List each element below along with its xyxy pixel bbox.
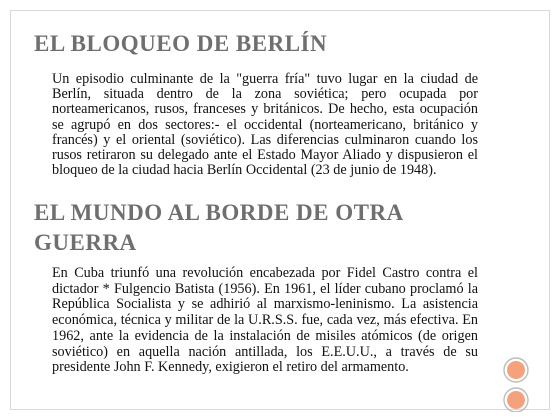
section-title-world-on-brink-of-war: EL MUNDO AL BORDE DE OTRA GUERRA	[34, 200, 403, 255]
decorative-dot-bottom	[507, 391, 525, 409]
section-body-cuban-crisis: En Cuba triunfó una revolución encabezada por Fidel Castro contra el dictador * Fulgencio Batista (1956). En 1961, el líder cubano proclamó la República Socialista y se adhirió al marxismo-leninismo. La asistencia económica, técnica y militar de la U.R.S.S. fue, cada vez, más efectiva. En 1962, ante la evidencia de la instalación de misiles atómicos (de origen soviético) en aquella nación antillada, los E.E.U.U., a través de su presidente John F. Kennedy, exigieron el retiro del armamento.	[52, 265, 478, 376]
section-body-berlin-blockade: Un episodio culminante de la "guerra fría" tuvo lugar en la ciudad de Berlín, situada dentro de la zona soviética; pero ocupada por norteamericanos, rusos, franceses y británicos. De hecho, esta ocupación se agrupó en dos sectores:- el occidental (norteamericano, británico y francés) y el oriental (soviético). Las diferencias culminaron cuando los rusos retiraron su delegado ante el Estado Mayor Aliado y dispusieron el bloqueo de la ciudad hacia Berlín Occidental (23 de junio de 1948).	[52, 71, 478, 179]
decorative-dot-top	[507, 361, 525, 379]
decorative-dots-icon	[497, 356, 537, 412]
section-title-berlin-blockade: EL BLOQUEO DE BERLÍN	[34, 31, 328, 56]
